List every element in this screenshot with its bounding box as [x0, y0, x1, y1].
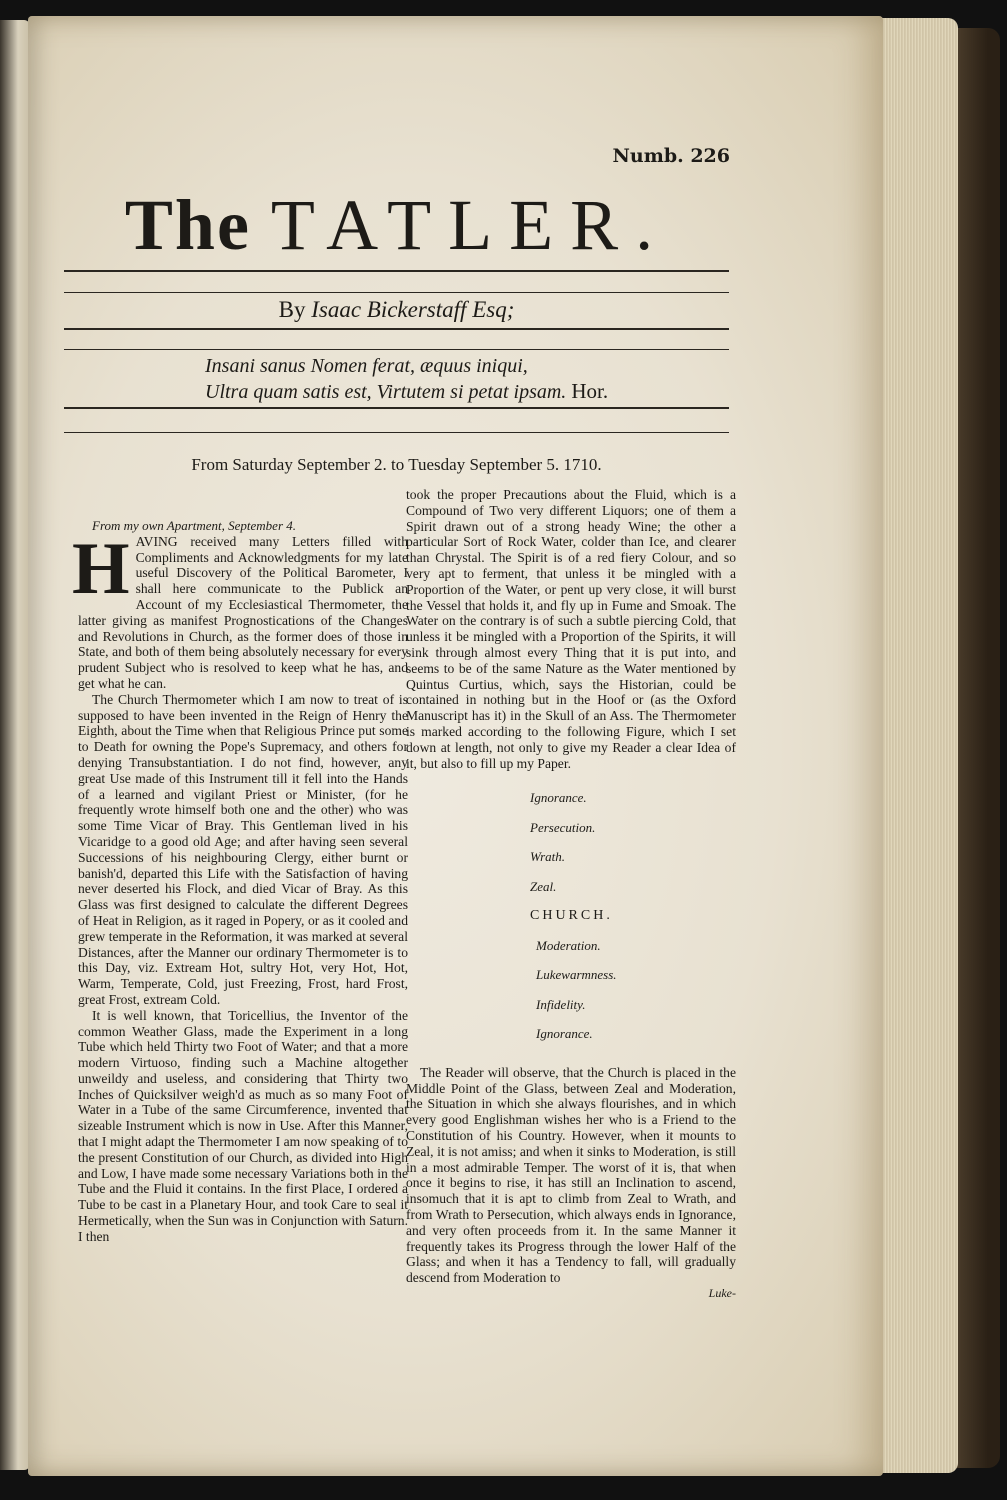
article-heading: From my own Apartment, September 4. — [92, 518, 297, 533]
paragraph: The Reader will observe, that the Church is placed in the Middle Point of the Glass, between Zeal and Moderation, the Situation in which she always flourishes, and in which every good Englishman wishes her who is a Friend to the Constitution of his Country. However, when it mounts to Zeal, it is not amiss; and when it sinks to Moderation, is still in a most admirable Temper. The worst of it is, that when once it begins to rise, it has still an Inclination to ascend, insomuch that it is apt to climb from Zeal to Wrath, and from Wrath to Persecution, which always ends in Ignorance, and very often proceeds from it. In the same Manner it frequently takes its Progress through the lower Half of the Glass; and when it has a Tendency to fall, will gradually descend from Moderation to — [406, 1064, 736, 1286]
rule-mid — [64, 328, 729, 330]
masthead-title — [70, 185, 725, 265]
byline-name: Isaac Bickerstaff — [311, 297, 467, 322]
scale-item: Ignorance. — [536, 1026, 593, 1042]
scale-item-church: CHURCH. — [530, 908, 613, 924]
rule-mid-thin — [64, 349, 729, 350]
scale-item: Ignorance. — [530, 790, 587, 806]
issue-number: Numb. 226 — [612, 145, 730, 167]
rule-bottom-thin — [64, 432, 729, 433]
scale-item: Infidelity. — [536, 996, 586, 1012]
paragraph: took the proper Precautions about the Fluid, which is a Compound of Two very different Liquors; one of them a Spirit drawn out of a strong heady Wine; the other a particular Sort of Rock Water, colder than Ice, and clearer than Chrystal. The Spirit is of a red fiery Colour, and so very apt to ferment, that unless it be mingled with a Proportion of the Water, or pent up very close, it will burst the Vessel that holds it, and fly up in Fume and Smoak. The Water on the contrary is of such a subtle piercing Cold, that unless it be mingled with a Proportion of the Spirits, it will sink through almost every Thing that it is put into, and seems to be of the same Nature as the Water mentioned by Quintus Curtius, which, says the Historian, could be contained in nothing but in the Hoof or (as the Oxford Manuscript has it) in the Skull of an Ass. The Thermometer is marked according to the following Figure, which I set down at length, not only to give my Reader a clear Idea of it, but also to fill up my Paper. — [406, 487, 736, 771]
byline — [64, 297, 729, 323]
scale-item: Lukewarmness. — [536, 967, 617, 983]
motto-line-1: Insani sanus Nomen ferat, æquus iniqui, — [205, 355, 528, 377]
byline-suffix: Esq; — [472, 297, 515, 322]
page-block-edges — [878, 18, 958, 1473]
rule-top-thin — [64, 292, 729, 293]
column-right — [406, 487, 736, 1302]
paragraph: It is well known, that Toricellius, the Inventor of the common Weather Glass, made the Experiment in a long Tube which held Thirty two Foot of Water; and that a more modern Virtuoso, finding such a Machine altogether unweildy and useless, and considering that Thirty two Inches of Quicksilver weigh'd as much as so many Foot of Water in a Tube of the same Circumference, invented that sizeable Instrument which is now in Use. After this Manner, that I might adapt the Thermometer I am now speaking of to the present Constitution of our Church, as divided into High and Low, I have made some necessary Variations both in the Tube and the Fluid it contains. In the first Place, I ordered a Tube to be cast in a Planetary Hour, and took Care to seal it Hermetically, when the Sun was in Conjunction with Saturn. I then — [78, 1007, 408, 1244]
byline-prefix: By — [278, 297, 306, 322]
thermometer-scale — [406, 783, 736, 1049]
masthead-the: The — [124, 185, 251, 265]
dateline: From Saturday September 2. to Tuesday September 5. 1710. — [191, 455, 602, 474]
drop-cap: H — [72, 527, 130, 610]
scale-item: Zeal. — [530, 878, 557, 894]
motto-source: Hor. — [571, 379, 609, 403]
paragraph: H AVING received many Letters filled with Compliments and Acknowledgments for my late useful Discovery of the Political Barometer, I shall here communicate to the Publick an Account of my Ecclesiastical Thermometer, the latter giving as manifest Prognostications of the Changes and Revolutions in Church, as the former does of those in State, and both of them being absolutely necessary for every prudent Subject who is resolved to keep what he has, and get what he can. — [72, 527, 408, 691]
motto-line-2: Ultra quam satis est, Virtutem si petat ipsam. Hor. — [205, 379, 609, 403]
scale-item: Wrath. — [530, 849, 566, 865]
motto — [205, 354, 725, 405]
paragraph: The Church Thermometer which I am now to treat of is supposed to have been invented in the Reign of Henry the Eighth, about the Time when that Religious Prince put some to Death for owning the Pope's Supremacy, and others for denying Transubstantiation. I do not find, however, any great Use made of this Instrument till it fell into the Hands of a learned and vigilant Priest or Minister, (for he frequently wrote himself both one and the other) who was some Time Vicar of Bray. This Gentleman lived in his Vicaridge to a good old Age; and after having seen several Successions of his neighbouring Clergy, either burnt or banish'd, departed this Life with the Satisfaction of having never deserted his Flock, and died Vicar of Bray. As this Glass was first designed to calculate the different Degrees of Heat in Religion, as it raged in Popery, or as it cooled and grew temperate in the Reformation, it was marked at several Distances, after the Manner our ordinary Thermometer is to this Day, viz. Extream Hot, sultry Hot, very Hot, Hot, Warm, Temperate, Cold, just Freezing, Frost, hard Frost, great Frost, extream Cold. — [78, 691, 408, 1007]
facing-page-edge — [0, 20, 30, 1470]
column-left — [72, 518, 408, 1245]
scale-item: Moderation. — [536, 937, 601, 953]
masthead-tatler: TATLER. — [270, 185, 671, 265]
catchword: Luke- — [708, 1286, 736, 1300]
scale-item: Persecution. — [530, 819, 596, 835]
rule-bottom — [64, 407, 729, 409]
rule-top — [64, 270, 729, 272]
